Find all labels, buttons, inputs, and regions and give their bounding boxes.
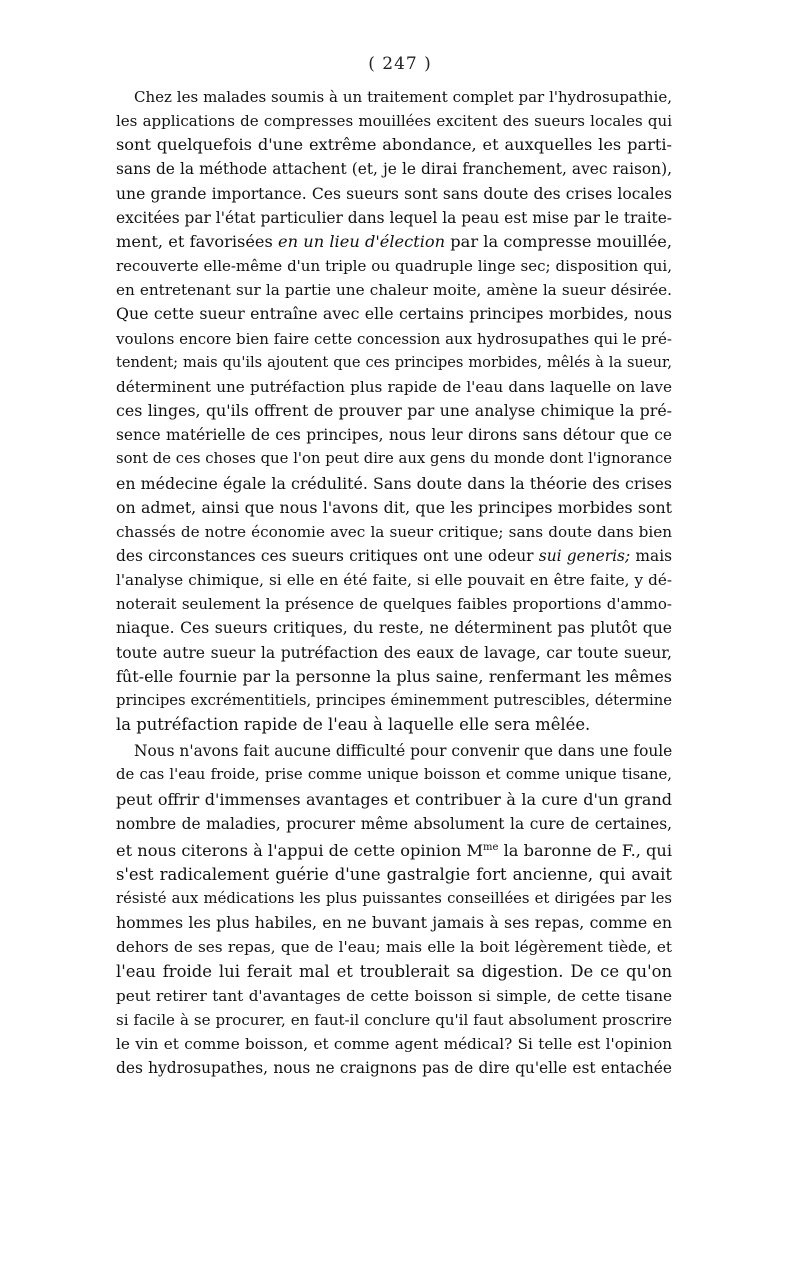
text-fragment: et nous citerons à l'appui de cette opinion M bbox=[116, 840, 484, 860]
text-line: l'analyse chimique, si elle en été faite, si elle pouvait en être faite, y dé- bbox=[116, 571, 672, 590]
text-line: déterminent une putréfaction plus rapide de l'eau dans laquelle on lave bbox=[116, 377, 672, 396]
text-line: recouverte elle-même d'un triple ou quadruple linge sec; disposition qui, bbox=[116, 257, 672, 276]
text-line: en médecine égale la crédulité. Sans doute dans la théorie des crises bbox=[116, 473, 672, 493]
text-line: noterait seulement la présence de quelques faibles proportions d'ammo- bbox=[116, 595, 672, 614]
text-line: sence matérielle de ces principes, nous leur dirons sans détour que ce bbox=[116, 426, 672, 445]
text-line: le vin et comme boisson, et comme agent médical? Si telle est l'opinion bbox=[116, 1035, 672, 1054]
text-line: ces linges, qu'ils offrent de prouver par une analyse chimique la pré- bbox=[116, 401, 672, 421]
text-line: niaque. Ces sueurs critiques, du reste, ne déterminent pas plutôt que bbox=[116, 619, 672, 638]
text-line: si facile à se procurer, en faut-il conclure qu'il faut absolument proscrire bbox=[116, 1010, 672, 1029]
paragraph-2 bbox=[116, 739, 672, 1080]
italic-phrase: sui generis; bbox=[538, 546, 631, 565]
text-line: sans de la méthode attachent (et, je le dirai franchement, avec raison), bbox=[116, 160, 672, 179]
text-line: chassés de notre économie avec la sueur critique; sans doute dans bien bbox=[116, 522, 672, 541]
text-line: on admet, ainsi que nous l'avons dit, que les principes morbides sont bbox=[116, 497, 672, 517]
text-line: hommes les plus habiles, en ne buvant jamais à ses repas, comme en bbox=[116, 913, 672, 933]
text-line: en entretenant sur la partie une chaleur moite, amène la sueur désirée. bbox=[116, 281, 672, 300]
text-line: s'est radicalement guérie d'une gastralgie fort ancienne, qui avait bbox=[116, 865, 672, 884]
text-line: sont quelquefois d'une extrême abondance, et auxquelles les parti- bbox=[116, 135, 672, 155]
text-line: tendent; mais qu'ils ajoutent que ces principes morbides, mêlés à la sueur, bbox=[116, 353, 672, 371]
text-line: la putréfaction rapide de l'eau à laquelle elle sera mêlée. bbox=[116, 715, 591, 735]
text-line: l'eau froide lui ferait mal et troublerait sa digestion. De ce qu'on bbox=[116, 961, 672, 981]
text-line: résisté aux médications les plus puissantes conseillées et dirigées par les bbox=[116, 890, 672, 908]
text-line: fût-elle fournie par la personne la plus saine, renfermant les mêmes bbox=[116, 666, 672, 686]
body-text bbox=[116, 85, 672, 1080]
text-line: excitées par l'état particulier dans lequel la peau est mise par le traite- bbox=[116, 208, 672, 227]
text-line: les applications de compresses mouillées excitent des sueurs locales qui bbox=[116, 112, 672, 131]
text-line: peut offrir d'immenses avantages et contribuer à la cure d'un grand bbox=[116, 789, 672, 809]
text-line: de cas l'eau froide, prise comme unique boisson et comme unique tisane, bbox=[116, 766, 672, 784]
text-fragment: par la compresse mouillée, bbox=[445, 231, 672, 251]
text-line bbox=[116, 836, 672, 863]
text-fragment: des circonstances ces sueurs critiques ont une odeur bbox=[116, 546, 539, 565]
text-line: Que cette sueur entraîne avec elle certains principes morbides, nous bbox=[116, 304, 672, 324]
text-line: Chez les malades soumis à un traitement complet par l'hydrosupathie, bbox=[134, 88, 672, 106]
text-line: voulons encore bien faire cette concession aux hydrosupathes qui le pré- bbox=[116, 329, 672, 348]
text-line bbox=[116, 544, 672, 568]
text-line: sont de ces choses que l'on peut dire aux gens du monde dont l'ignorance bbox=[116, 450, 672, 468]
text-line: dehors de ses repas, que de l'eau; mais elle la boit légèrement tiède, et bbox=[116, 938, 672, 957]
text-line: principes excrémentitiels, principes éminemment putrescibles, détermine bbox=[116, 691, 672, 709]
text-fragment: ment, et favorisées bbox=[116, 231, 279, 251]
text-fragment: la baronne de F., qui bbox=[498, 840, 673, 860]
paragraph-1 bbox=[116, 85, 672, 737]
italic-phrase: en un lieu d'élection bbox=[278, 231, 446, 251]
superscript: me bbox=[483, 841, 499, 853]
page-number: ( 247 ) bbox=[368, 54, 432, 74]
text-line: des hydrosupathes, nous ne craignons pas de dire qu'elle est entachée bbox=[116, 1059, 672, 1078]
text-line: toute autre sueur la putréfaction des eaux de lavage, car toute sueur, bbox=[116, 643, 672, 662]
text-line: Nous n'avons fait aucune difficulté pour convenir que dans une foule bbox=[134, 742, 673, 761]
text-line: peut retirer tant d'avantages de cette boisson si simple, de cette tisane bbox=[116, 986, 672, 1005]
text-line bbox=[116, 230, 672, 254]
text-line: une grande importance. Ces sueurs sont sans doute des crises locales bbox=[116, 184, 672, 203]
text-fragment: mais bbox=[630, 546, 673, 565]
text-line: nombre de maladies, procurer même absolument la cure de certaines, bbox=[116, 814, 672, 833]
